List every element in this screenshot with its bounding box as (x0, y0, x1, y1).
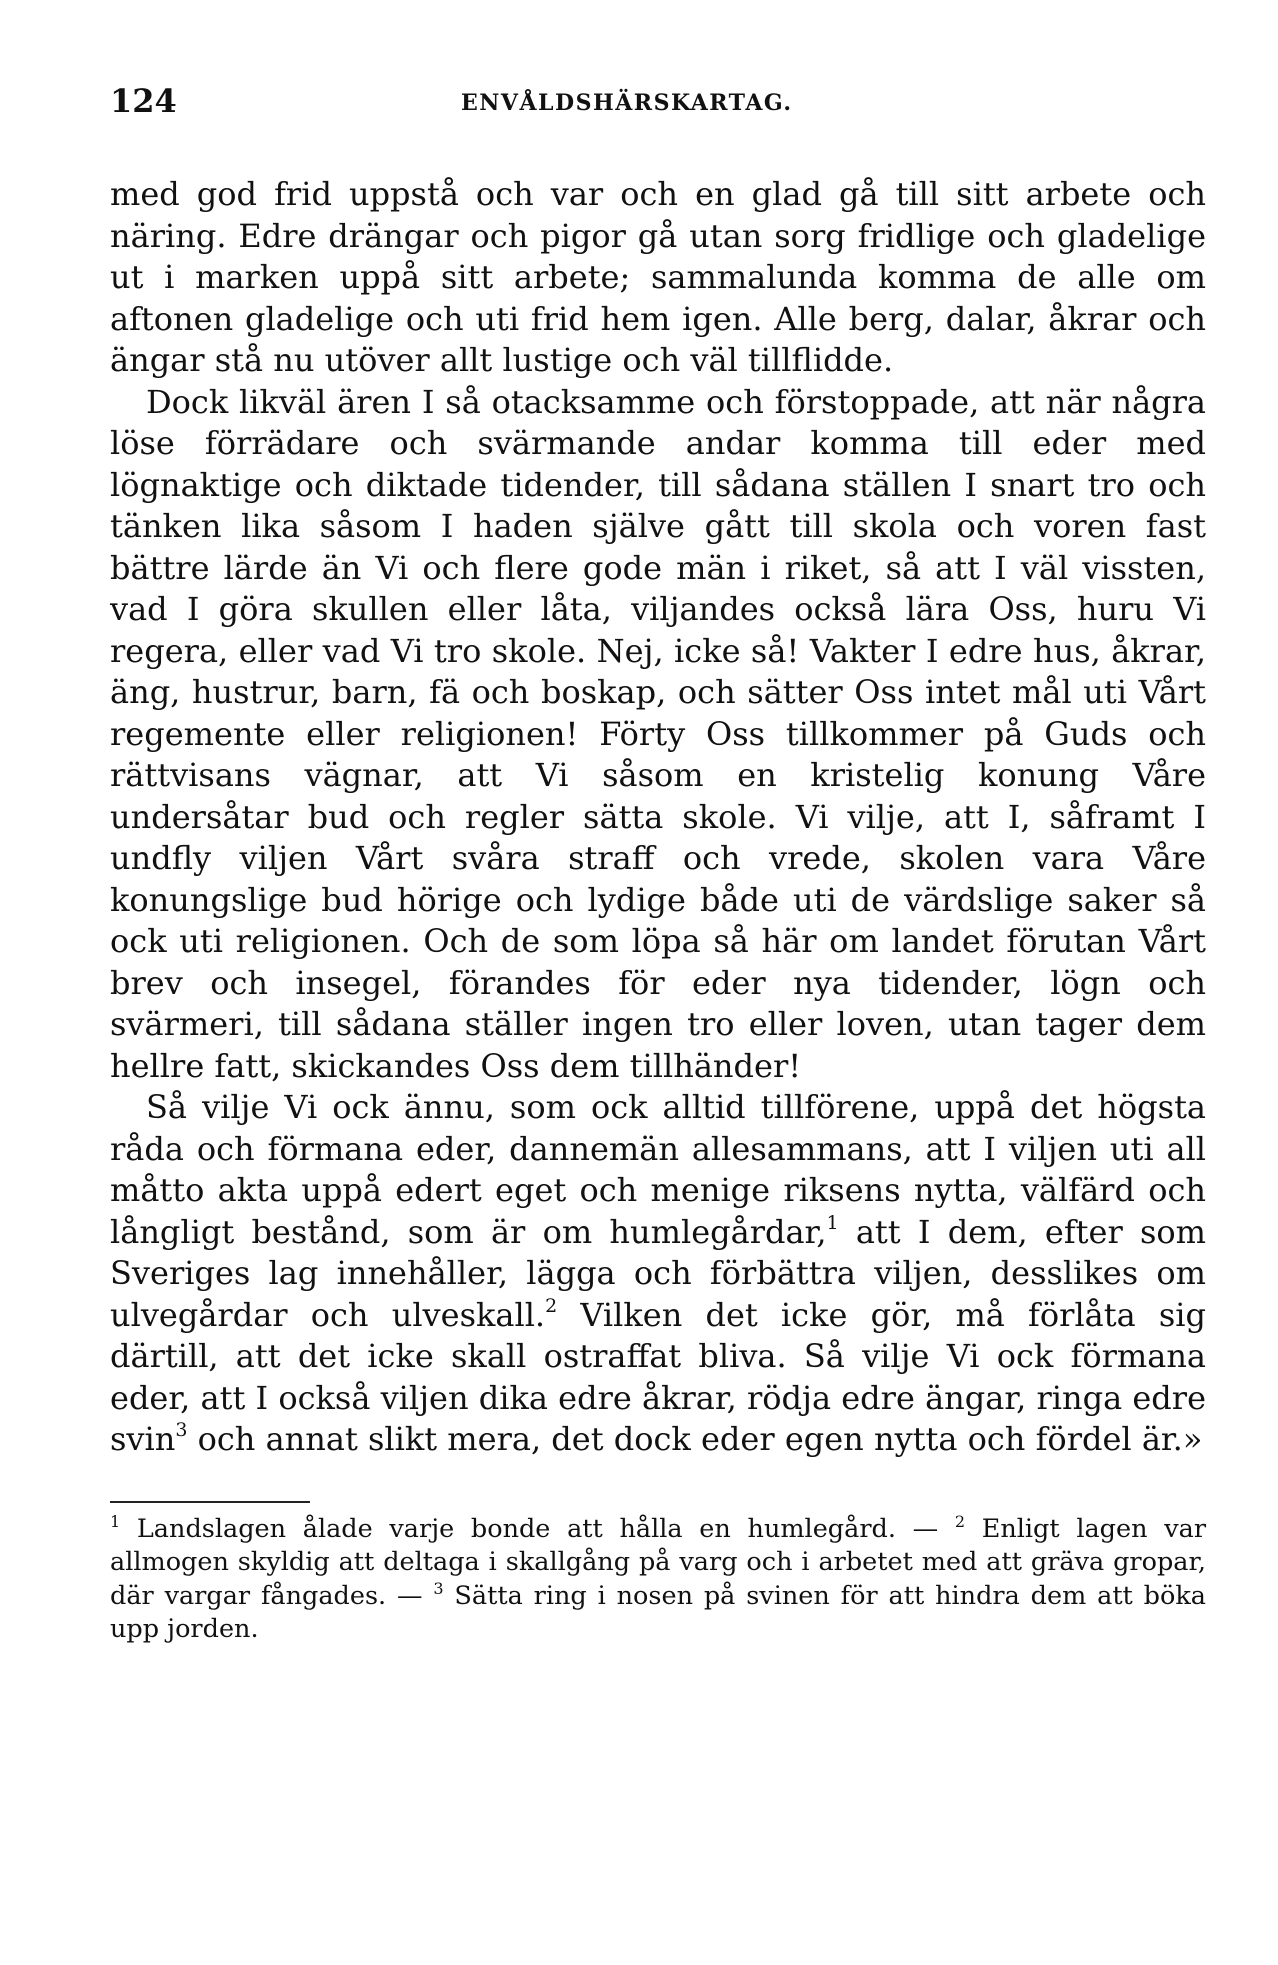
paragraph-continued: med god frid uppstå och var och en glad gå till sitt arbete och näring. Edre drängar och pigor gå utan sorg fridlige och gladelige ut i marken uppå sitt arbete; sammalunda komma de alle om aftonen gladelige och uti frid hem igen. Alle berg, dalar, åkrar och ängar stå nu utöver allt lustige och väl tillflidde. (110, 175, 1206, 379)
paragraph-text: att I dem, efter som Sveriges lag innehåller, lägga och förbättra viljen, desslikes om ulvegårdar och ulveskall. (110, 1212, 1207, 1334)
paragraph (110, 1087, 1206, 1461)
footnote-marker: 1 (110, 1511, 121, 1531)
running-head (110, 82, 1206, 126)
running-title: ENVÅLDSHÄRSKARTAG. (461, 90, 793, 116)
paragraph-text: Så vilje Vi ock ännu, som ock alltid tillförene, uppå det högsta råda och förmana eder, dannemän allesammans, att I viljen uti all måtto akta uppå edert eget och menige riksens nytta, välfärd och långligt bestånd, som är om humlegårdar, (110, 1088, 1206, 1251)
page-number: 124 (110, 82, 177, 120)
footnote-reference: 3 (175, 1419, 188, 1441)
footnote-reference: 1 (826, 1211, 839, 1234)
paragraph: Dock likväl ären I så otacksamme och förstoppade, att när några löse förrädare och svärmande andar komma till eder med lögnaktige och diktade tidender, till sådana ställen I snart tro och tänken lika såsom I haden själve gått till skola och voren fast bättre lärde än Vi och flere gode män i riket, så att I väl vissten, vad I göra skullen eller låta, viljandes också lära Oss, huru Vi regera, eller vad Vi tro skole. Nej, icke så! Vakter I edre hus, åkrar, äng, hustrur, barn, fä och boskap, och sätter Oss intet mål uti Vårt regemente eller religionen! Förty Oss tillkommer på Guds och rättvisans vägnar, att Vi såsom en kristelig konung Våre undersåtar bud och regler sätta skole. Vi vilje, att I, såframt I undfly viljen Vårt svåra straff och vrede, skolen vara Våre konungslige bud hörige och lydige både uti de värdslige saker så ock uti religionen. Och de som löpa så här om landet förutan Vårt brev och insegel, förandes för eder nya tidender, lögn och svärmeri, till sådana ställer ingen tro eller loven, utan tager dem hellre fatt, skickandes Oss dem tillhänder! (110, 382, 1206, 1085)
paragraph-text: Vilken det icke gör, må förlåta sig därtill, att det icke skall ostraffat bliva. Så vilje Vi ock förmana eder, att I också viljen dika edre åkrar, rödja edre ängar, ringa edre svin (110, 1295, 1207, 1458)
book-page (110, 82, 1206, 1647)
footnote-text: Landslagen ålade varje bonde att hålla en humlegård. — (120, 1513, 955, 1544)
footnote-rule (110, 1501, 310, 1503)
footnote-marker: 3 (433, 1578, 444, 1598)
footnote-text: Sätta ring i nosen på svinen för att hindra dem att böka upp jorden. (110, 1580, 1206, 1644)
footnote-reference: 2 (545, 1294, 558, 1317)
footnote-marker: 2 (954, 1511, 966, 1531)
paragraph-text: och annat slikt mera, det dock eder egen nytta och fördel är.» (187, 1420, 1203, 1458)
footnote-text: Enligt lagen var allmogen skyldig att deltaga i skallgång på varg och i arbetet med att gräva gropar, där vargar fångades. — (110, 1513, 1207, 1611)
footnotes (110, 1513, 1206, 1647)
body-text (110, 174, 1206, 1461)
